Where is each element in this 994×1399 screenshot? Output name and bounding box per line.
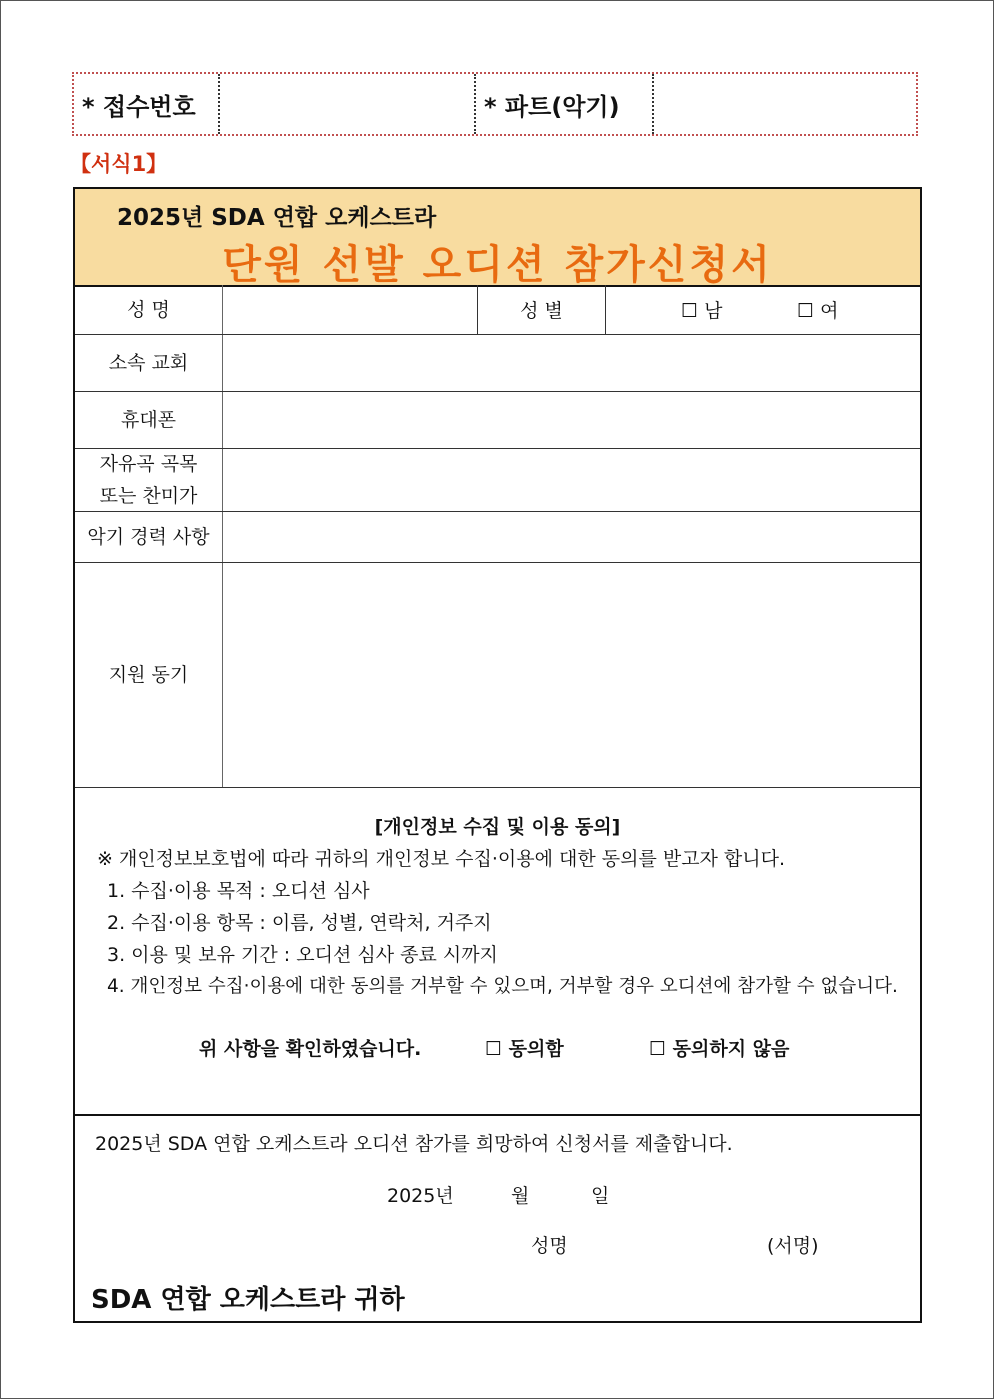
addressee: SDA 연합 오케스트라 귀하 xyxy=(91,1285,405,1315)
signature-label: (서명) xyxy=(767,1235,819,1257)
name-gender-row xyxy=(75,285,920,335)
form-subtitle: 2025년 SDA 연합 오케스트라 xyxy=(117,205,437,231)
signer-name-label: 성명 xyxy=(531,1235,568,1257)
title-band xyxy=(75,189,920,287)
piece-row xyxy=(75,449,920,512)
motivation-label: 지원 동기 xyxy=(75,563,223,787)
motivation-field[interactable] xyxy=(223,563,920,787)
piece-label-line1: 자유곡 곡목 xyxy=(99,453,198,475)
church-row xyxy=(75,335,920,392)
submission-statement: 2025년 SDA 연합 오케스트라 오디션 참가를 희망하여 신청서를 제출합니다. xyxy=(95,1133,733,1155)
form-title: 단원 선발 오디션 참가신청서 xyxy=(222,242,773,288)
experience-row xyxy=(75,512,920,563)
receipt-number-label: * 접수번호 xyxy=(82,92,196,121)
piece-label xyxy=(75,449,223,511)
privacy-notice: ※ 개인정보보호법에 따라 귀하의 개인정보 수집·이용에 대한 동의를 받고자 합니다. xyxy=(97,848,786,870)
receipt-box xyxy=(72,72,918,136)
piece-label-line2: 또는 찬미가 xyxy=(99,485,198,507)
agree-checkbox[interactable]: ☐ 동의함 xyxy=(485,1038,564,1060)
disagree-checkbox[interactable]: ☐ 동의하지 않음 xyxy=(649,1038,790,1060)
phone-row xyxy=(75,392,920,449)
date-day: 일 xyxy=(591,1185,610,1207)
experience-field[interactable] xyxy=(223,512,920,562)
receipt-number-label-cell xyxy=(74,74,218,134)
gender-label: 성 별 xyxy=(477,285,606,334)
part-field[interactable] xyxy=(652,74,916,134)
church-field[interactable] xyxy=(223,335,920,391)
application-form xyxy=(73,187,922,1323)
name-field[interactable] xyxy=(223,285,477,334)
part-label: * 파트(악기) xyxy=(484,92,620,121)
form-number-label: 【서식1】 xyxy=(70,152,168,176)
receipt-number-field[interactable] xyxy=(218,74,474,134)
name-label: 성 명 xyxy=(75,285,223,334)
gender-male-checkbox[interactable]: ☐ 남 xyxy=(681,300,723,322)
part-label-cell xyxy=(474,74,652,134)
privacy-consent-section xyxy=(75,788,920,1116)
date-month: 월 xyxy=(511,1185,530,1207)
privacy-confirm-text: 위 사항을 확인하였습니다. xyxy=(199,1038,422,1060)
gender-female-checkbox[interactable]: ☐ 여 xyxy=(797,300,839,322)
phone-label: 휴대폰 xyxy=(75,392,223,448)
privacy-item-2: 2. 수집·이용 항목 : 이름, 성별, 연락처, 거주지 xyxy=(107,912,492,934)
phone-field[interactable] xyxy=(223,392,920,448)
church-label: 소속 교회 xyxy=(75,335,223,391)
experience-label: 악기 경력 사항 xyxy=(75,512,223,562)
privacy-item-1: 1. 수집·이용 목적 : 오디션 심사 xyxy=(107,880,370,902)
privacy-item-3: 3. 이용 및 보유 기간 : 오디션 심사 종료 시까지 xyxy=(107,944,498,966)
privacy-title: [개인정보 수집 및 이용 동의] xyxy=(374,816,621,838)
motivation-row xyxy=(75,563,920,788)
date-year: 2025년 xyxy=(387,1185,454,1207)
privacy-item-4: 4. 개인정보 수집·이용에 대한 동의를 거부할 수 있으며, 거부할 경우 오디션에 참가할 수 없습니다. xyxy=(107,976,898,997)
piece-field[interactable] xyxy=(223,449,920,511)
